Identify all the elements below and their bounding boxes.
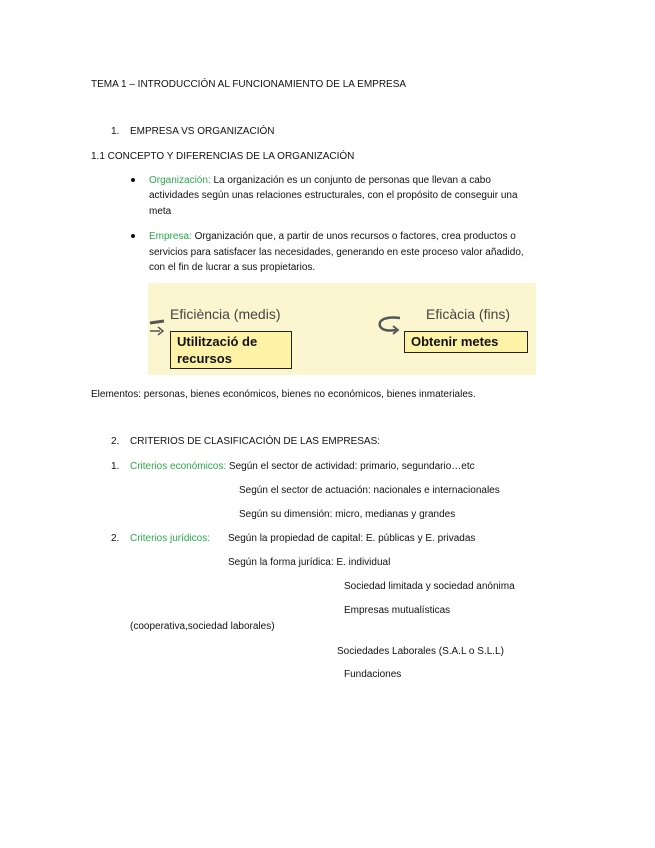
section1-heading: EMPRESA VS ORGANIZACIÓN bbox=[130, 126, 275, 137]
criterio-subitem: Fundaciones bbox=[344, 669, 402, 680]
criterio-subitem: (cooperativa,sociedad laborales) bbox=[130, 621, 275, 632]
subsection-heading: 1.1 CONCEPTO Y DIFERENCIAS DE LA ORGANIZACIÓN bbox=[91, 151, 355, 162]
bullet-empresa-line1 bbox=[149, 230, 516, 243]
efficacy-label: Eficàcia (fins) bbox=[426, 306, 511, 322]
criterio-item: Según la forma jurídica: E. individual bbox=[228, 557, 391, 568]
criterio-subitem: Empresas mutualísticas bbox=[344, 605, 451, 616]
criterio-economicos-label: Criterios económicos: bbox=[130, 461, 227, 472]
bullet-organizacion-line1 bbox=[149, 174, 491, 187]
definition-line: La organización es un conjunto de personas que llevan a cabo bbox=[213, 175, 491, 186]
definition-line: actividades según unas relaciones estructurales, con el propósito de conseguir una bbox=[149, 190, 518, 201]
efficiency-label: Eficiència (medis) bbox=[170, 306, 281, 322]
resources-box bbox=[170, 331, 292, 369]
term-organizacion: Organización: bbox=[149, 175, 211, 186]
section2-number: 2. bbox=[111, 436, 120, 447]
criterio-item: Según la propiedad de capital: E. públicas y E. privadas bbox=[228, 533, 476, 544]
resources-box-line: Utilització de bbox=[177, 334, 258, 349]
resources-box-line: recursos bbox=[177, 351, 232, 366]
criterio-item: Según el sector de actividad: primario, segundario…etc bbox=[228, 461, 475, 472]
bullet-icon bbox=[131, 234, 135, 238]
section2-heading: CRITERIOS DE CLASIFICACIÓN DE LAS EMPRESAS: bbox=[130, 436, 381, 447]
criterio-juridicos-label: Criterios jurídicos: bbox=[130, 533, 211, 544]
definition-line: meta bbox=[149, 206, 172, 217]
criterio-subitem: Sociedades Laborales (S.A.L o S.L.L) bbox=[337, 646, 504, 657]
criterio-item: Según el sector de actuación: nacionales e internacionales bbox=[239, 485, 500, 496]
definition-line: Organización que, a partir de unos recursos o factores, crea productos o bbox=[194, 231, 516, 242]
criterio-item: Según su dimensión: micro, medianas y grandes bbox=[239, 509, 456, 520]
criterio-number: 2. bbox=[111, 533, 120, 544]
section1-number: 1. bbox=[111, 126, 120, 137]
elementos-text: Elementos: personas, bienes económicos, bienes no económicos, bienes inmateriales. bbox=[91, 389, 476, 400]
definition-line: servicios para satisfacer las necesidades, generando en este proceso valor añadido, bbox=[149, 247, 524, 258]
curved-arrow-icon bbox=[376, 314, 404, 336]
definition-line: con el fin de lucrar a sus propietarios. bbox=[149, 262, 316, 273]
criterio-number: 1. bbox=[111, 461, 120, 472]
bullet-icon bbox=[131, 178, 135, 182]
arrow-icon bbox=[148, 317, 170, 341]
efficiency-efficacy-figure bbox=[148, 283, 536, 375]
criterio-subitem: Sociedad limitada y sociedad anónima bbox=[344, 581, 515, 592]
criterio-economicos-line bbox=[130, 460, 475, 473]
goals-box: Obtenir metes bbox=[404, 331, 528, 353]
term-empresa: Empresa: bbox=[149, 231, 192, 242]
page-title: TEMA 1 – INTRODUCCIÓN AL FUNCIONAMIENTO DE LA EMPRESA bbox=[91, 79, 407, 90]
